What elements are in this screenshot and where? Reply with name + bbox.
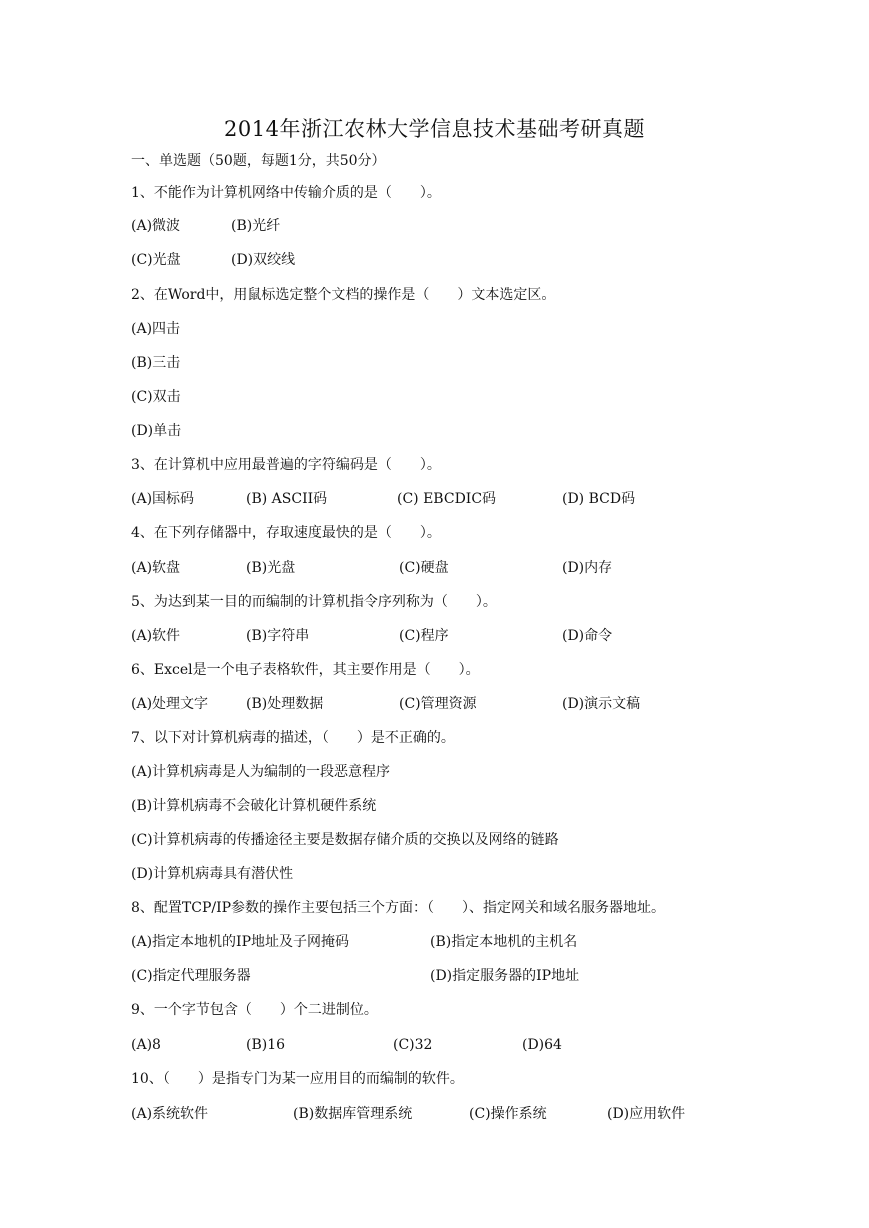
answer-option: (C)32 xyxy=(393,1037,433,1053)
page-title: 2014年浙江农林大学信息技术基础考研真题 xyxy=(224,117,645,141)
answer-option: (A)处理文字 xyxy=(131,696,209,712)
answer-option: (C)操作系统 xyxy=(469,1106,547,1122)
answer-option: (D) BCD码 xyxy=(562,491,636,507)
answer-option: (B) ASCII码 xyxy=(246,491,328,507)
answer-option: (D)单击 xyxy=(131,423,182,439)
answer-option: (D)64 xyxy=(522,1037,562,1053)
question-stem: 9、一个字节包含（ ）个二进制位。 xyxy=(131,1002,378,1018)
answer-option: (A)微波 xyxy=(131,218,181,234)
question-stem: 5、为达到某一目的而编制的计算机指令序列称为（ ）。 xyxy=(131,594,497,610)
answer-option: (B)字符串 xyxy=(246,628,310,644)
question-stem: 1、不能作为计算机网络中传输介质的是（ ）。 xyxy=(131,185,441,201)
answer-option: (C)管理资源 xyxy=(399,696,477,712)
answer-option: (C)光盘 xyxy=(131,252,181,268)
answer-option: (B)光纤 xyxy=(231,218,281,234)
section-heading: 一、单选题（50题，每题1分，共50分） xyxy=(131,153,386,169)
question-stem: 2、在Word中，用鼠标选定整个文档的操作是（ ）文本选定区。 xyxy=(131,287,556,303)
answer-option: (C)硬盘 xyxy=(399,560,449,576)
answer-option: (B)三击 xyxy=(131,355,181,371)
answer-option: (A)指定本地机的IP地址及子网掩码 xyxy=(131,934,349,950)
answer-option: (D)内存 xyxy=(562,560,613,576)
answer-option: (C)指定代理服务器 xyxy=(131,968,251,984)
question-stem: 4、在下列存储器中，存取速度最快的是（ ）。 xyxy=(131,525,441,541)
question-stem: 6、Excel是一个电子表格软件，其主要作用是（ ）。 xyxy=(131,662,480,678)
answer-option: (D)应用软件 xyxy=(607,1106,686,1122)
answer-option: (A)计算机病毒是人为编制的一段恶意程序 xyxy=(131,764,391,780)
answer-option: (B)处理数据 xyxy=(246,696,324,712)
answer-option: (A)软盘 xyxy=(131,560,181,576)
answer-option: (C)双击 xyxy=(131,389,181,405)
question-stem: 7、以下对计算机病毒的描述，（ ）是不正确的。 xyxy=(131,730,455,746)
answer-option: (B)计算机病毒不会破化计算机硬件系统 xyxy=(131,798,377,814)
answer-option: (B)光盘 xyxy=(246,560,296,576)
question-stem: 10、（ ）是指专门为某一应用目的而编制的软件。 xyxy=(131,1071,464,1087)
answer-option: (D)指定服务器的IP地址 xyxy=(430,968,580,984)
answer-option: (A)8 xyxy=(131,1037,161,1053)
answer-option: (D)计算机病毒具有潜伏性 xyxy=(131,866,294,882)
question-stem: 3、在计算机中应用最普遍的字符编码是（ ）。 xyxy=(131,457,441,473)
answer-option: (C)程序 xyxy=(399,628,449,644)
answer-option: (D)演示文稿 xyxy=(562,696,641,712)
answer-option: (A)系统软件 xyxy=(131,1106,209,1122)
answer-option: (C) EBCDIC码 xyxy=(397,491,497,507)
answer-option: (B)指定本地机的主机名 xyxy=(430,934,578,950)
answer-option: (D)命令 xyxy=(562,628,613,644)
answer-option: (A)四击 xyxy=(131,321,181,337)
answer-option: (C)计算机病毒的传播途径主要是数据存储介质的交换以及网络的链路 xyxy=(131,832,559,848)
answer-option: (D)双绞线 xyxy=(231,252,296,268)
answer-option: (A)国标码 xyxy=(131,491,195,507)
answer-option: (A)软件 xyxy=(131,628,181,644)
answer-option: (B)16 xyxy=(246,1037,286,1053)
answer-option: (B)数据库管理系统 xyxy=(293,1106,413,1122)
question-stem: 8、配置TCP/IP参数的操作主要包括三个方面：（ ）、指定网关和域名服务器地址。 xyxy=(131,900,666,916)
